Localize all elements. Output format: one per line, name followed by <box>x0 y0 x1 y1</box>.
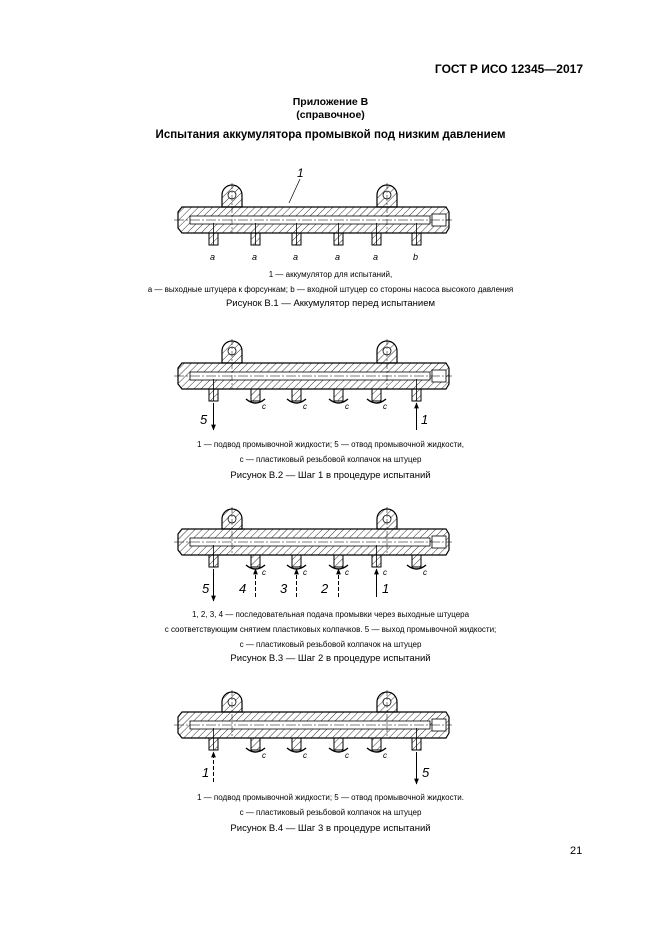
arrow-label-2: 2 <box>321 581 329 596</box>
annex-heading <box>0 96 661 122</box>
cap-label: c <box>423 568 427 577</box>
cap-label: c <box>383 751 387 760</box>
figure-1-legend <box>0 267 661 297</box>
figure-1-drawing <box>0 165 661 265</box>
cap-label: c <box>262 568 266 577</box>
cap-label: c <box>383 568 387 577</box>
arrow-label-4: 4 <box>239 581 247 596</box>
arrow-label-5: 5 <box>422 765 430 780</box>
arrow-label-1: 1 <box>421 412 429 427</box>
figure-1-caption: Рисунок В.1 — Аккумулятор перед испытанием <box>225 298 436 309</box>
port-label: a <box>335 252 341 262</box>
cap-label: c <box>383 402 387 411</box>
port-label: b <box>413 252 419 262</box>
figure-4-caption: Рисунок В.4 — Шаг 3 в процедуре испытаний <box>230 823 431 834</box>
annex-subtitle: (справочное) <box>296 109 365 121</box>
legend-line: 1, 2, 3, 4 — последовательная подача промывки через выходные штуцера <box>191 610 470 619</box>
accumulator-body <box>174 207 452 233</box>
legend-line: a — выходные штуцера к форсункам; b — входной штуцер со стороны насоса высокого давления <box>147 285 514 294</box>
cap-label: c <box>345 568 349 577</box>
arrow-label-3: 3 <box>280 581 288 596</box>
cap-label: c <box>345 751 349 760</box>
figure-4-legend <box>0 790 661 820</box>
cap-label: c <box>303 751 307 760</box>
legend-line: 1 — подвод промывочной жидкости; 5 — отвод промывочной жидкости, <box>197 440 464 449</box>
figure-2-drawing <box>0 335 661 435</box>
section-title: Испытания аккумулятора промывкой под низким давлением <box>155 129 506 141</box>
arrow-label-1: 1 <box>382 581 390 596</box>
figure-2-caption: Рисунок В.2 — Шаг 1 в процедуре испытаний <box>230 470 431 481</box>
cap-label: c <box>262 402 266 411</box>
figure-3-legend <box>0 607 661 652</box>
cap-label: c <box>303 402 307 411</box>
legend-line: c — пластиковый резьбовой колпачок на штуцер <box>239 808 422 817</box>
cap-label: c <box>262 751 266 760</box>
leader-line <box>289 179 300 203</box>
cap-label: c <box>303 568 307 577</box>
legend-line: 1 — аккумулятор для испытаний, <box>268 270 393 279</box>
arrow-label-5: 5 <box>200 412 208 427</box>
figure-2-legend <box>0 437 661 467</box>
legend-line: c — пластиковый резьбовой колпачок на штуцер <box>239 455 422 464</box>
page-number: 21 <box>570 845 583 857</box>
port-label: a <box>293 252 299 262</box>
port-label: a <box>373 252 379 262</box>
arrow-label-5: 5 <box>202 581 210 596</box>
accumulator-body <box>174 529 452 555</box>
arrow-label-1: 1 <box>202 765 210 780</box>
accumulator-body <box>174 712 452 738</box>
cap-label: c <box>345 402 349 411</box>
legend-line: c — пластиковый резьбовой колпачок на штуцер <box>239 640 422 649</box>
legend-line: с соответствующим снятием пластиковых колпачков. 5 — выход промывочной жидкости; <box>164 625 497 634</box>
annex-title: Приложение В <box>292 96 369 108</box>
figure-4-drawing <box>0 688 661 788</box>
ref-label-1: 1 <box>297 166 304 180</box>
port-label: a <box>252 252 258 262</box>
document-header: ГОСТ Р ИСО 12345—2017 <box>434 62 583 76</box>
port-label: a <box>210 252 216 262</box>
legend-line: 1 — подвод промывочной жидкости; 5 — отвод промывочной жидкости. <box>197 793 464 802</box>
accumulator-body <box>174 363 452 389</box>
figure-3-drawing <box>0 505 661 605</box>
figure-3-caption: Рисунок В.3 — Шаг 2 в процедуре испытаний <box>230 653 431 664</box>
